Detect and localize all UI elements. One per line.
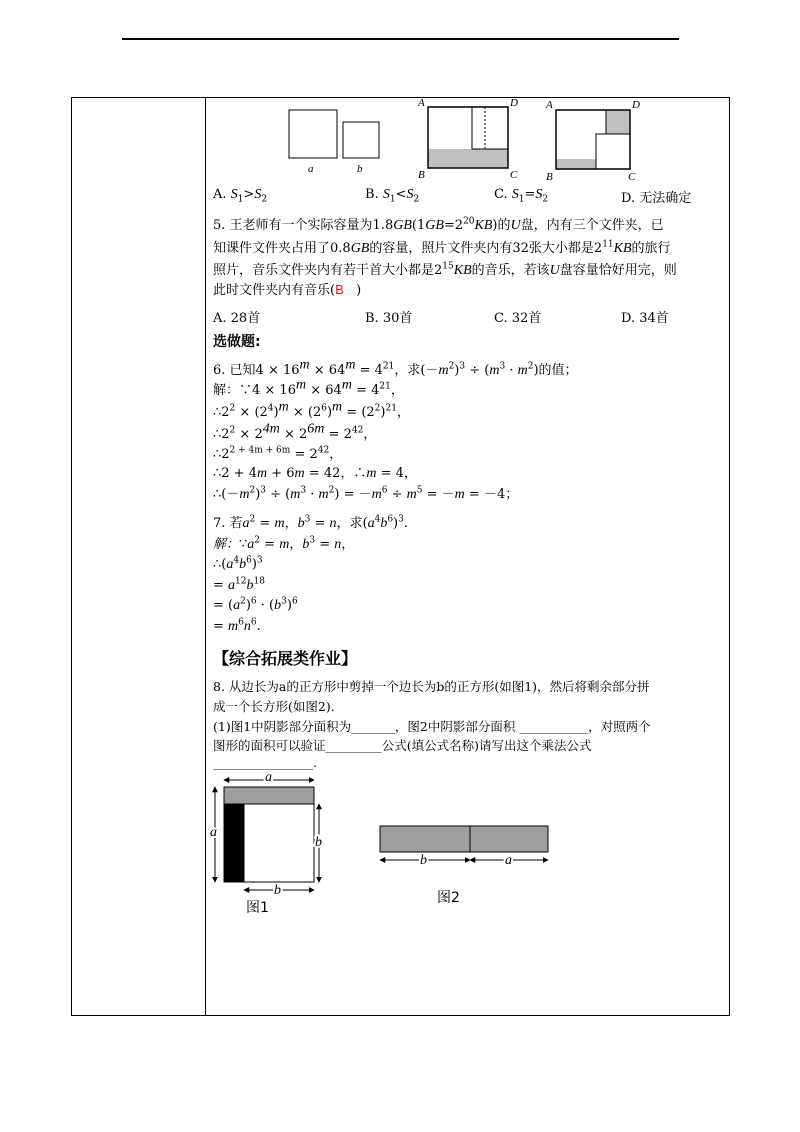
square-a-label: a (308, 163, 314, 175)
fig1-gray-bar (224, 787, 314, 804)
fig2-rect-right (470, 826, 548, 852)
figure-1 (206, 772, 324, 920)
q5-line2: 知课件文件夹占用了0.8GB的容量，照片文件夹内有32张大小都是$2^{11}KB$的旅行 (213, 239, 671, 256)
q4-option-a: A. $S_1>S_2$ (213, 187, 268, 205)
elective-title: 选做题: (213, 334, 261, 350)
figure-2 (374, 820, 554, 880)
fig1-black-bar (224, 804, 244, 882)
q8-line5: ________________. (213, 755, 317, 770)
d1-corner-D: D (510, 97, 518, 109)
q6-line2: 解：∵4 × $16^m \times 64^m = 4^{21}$， (213, 377, 404, 398)
d2-corner-B: B (546, 171, 553, 182)
fig2-label-b: b (420, 853, 427, 868)
fig1-white-square (244, 804, 314, 882)
square-b-label: b (357, 163, 363, 175)
fig1-label-a-top: a (265, 772, 272, 785)
fig2-label-a: a (505, 853, 512, 868)
q5-option-c: C. 32首 (494, 311, 542, 326)
diagram2-inner (596, 134, 630, 169)
q6-line5: $\therefore 2^{2 + 4m + 6m} = 2^{42}$， (213, 445, 343, 462)
square-b (343, 122, 379, 158)
q7-line3: $\therefore(a^4b^6)^3$ (213, 555, 263, 572)
diagram2-shade-bot (556, 159, 596, 169)
q7-line6: = $m^6n^6$. (213, 617, 261, 634)
q5-line3: 照片，音乐文件夹内有若干首大小都是$2^{15}KB$的音乐，若该U盘容量恰好用完，则 (213, 261, 677, 278)
q6-line3: $\therefore 2^2 \times (2^4)^m \times (2^6)^m = (2^2)^{21}$， (213, 399, 410, 420)
q6-line6: ∴2 + 4m + 6m = 42，∴m = 4， (213, 466, 417, 481)
q8-line4: 图形的面积可以验证_________公式(填公式名称)请写出这个乘法公式 (213, 738, 592, 753)
diagram1-inner (472, 107, 508, 149)
section-title: 【综合拓展类作业】 (213, 649, 358, 668)
square-a (289, 110, 337, 158)
q4-option-c: C. $S_1=S_2$ (494, 187, 549, 205)
q5-option-a: A. 28首 (213, 311, 261, 326)
q5-line1: 5. 王老师有一个实际容量为$1.8GB(1GB=2^{20}KB)$的U盘，内有三个文件夹，已 (213, 216, 664, 233)
q4-option-b: B. $S_1<S_2$ (365, 187, 420, 205)
q4-option-d: D. 无法确定 (621, 191, 692, 206)
d1-corner-C: C (510, 169, 518, 181)
d2-corner-C: C (628, 171, 636, 182)
q5-line4: 此时文件夹内有音乐(B ) (213, 282, 362, 298)
d1-corner-A: A (418, 97, 425, 109)
q6-line7: $\therefore(-m^2)^3 \div (m^3 \cdot m^2) = -m^6 \div m^5 = -m = -4$； (213, 485, 519, 502)
q7-line5: = $(a^2)^6 \cdot (b^3)^6$ (213, 596, 298, 613)
q8-line3: (1)图1中阴影部分面积为_______，图2中阴影部分面积 ___________，对照两个 (213, 719, 651, 734)
q4-figures (280, 92, 640, 182)
q8-line2: 成一个长方形(如图2). (213, 699, 335, 714)
d2-corner-D: D (632, 99, 640, 111)
d1-corner-B: B (418, 169, 425, 181)
q6-line1: 6. 已知$4 \times 16^m \times 64^m = 4^{21}$，求$(-m^2)^3 \div (m^3 \cdot m^2)$的值； (213, 357, 578, 378)
q5-option-d: D. 34首 (621, 311, 669, 326)
q5-option-b: B. 30首 (365, 311, 413, 326)
diagram2-shade-top (606, 110, 630, 134)
fig1-label-b-bottom: b (274, 883, 281, 898)
q8-line1: 8. 从边长为a的正方形中剪掉一个边长为b的正方形(如图1)，然后将剩余部分拼 (213, 679, 650, 694)
fig1-caption: 图1 (246, 900, 269, 916)
q7-line1: 7. 若$a^2 = m$，$b^3 = n$，求$(a^4b^6)^3$. (213, 514, 408, 531)
fig2-caption: 图2 (437, 890, 460, 906)
q7-line2: 解：$\because a^2 = m$，$b^3 = n$， (213, 535, 355, 552)
q7-line4: = $a^{12}b^{18}$ (213, 576, 265, 593)
d2-corner-A: A (546, 99, 553, 111)
fig1-label-b-side: b (315, 835, 322, 850)
fig1-label-a-side: a (210, 825, 217, 840)
header-rule (122, 38, 679, 40)
fig2-rect-left (380, 826, 470, 852)
q6-line4: $\therefore 2^2 \times 2^{4m} \times 2^{6m} = 2^{42}$， (213, 421, 377, 442)
q5-answer: B (335, 282, 344, 297)
